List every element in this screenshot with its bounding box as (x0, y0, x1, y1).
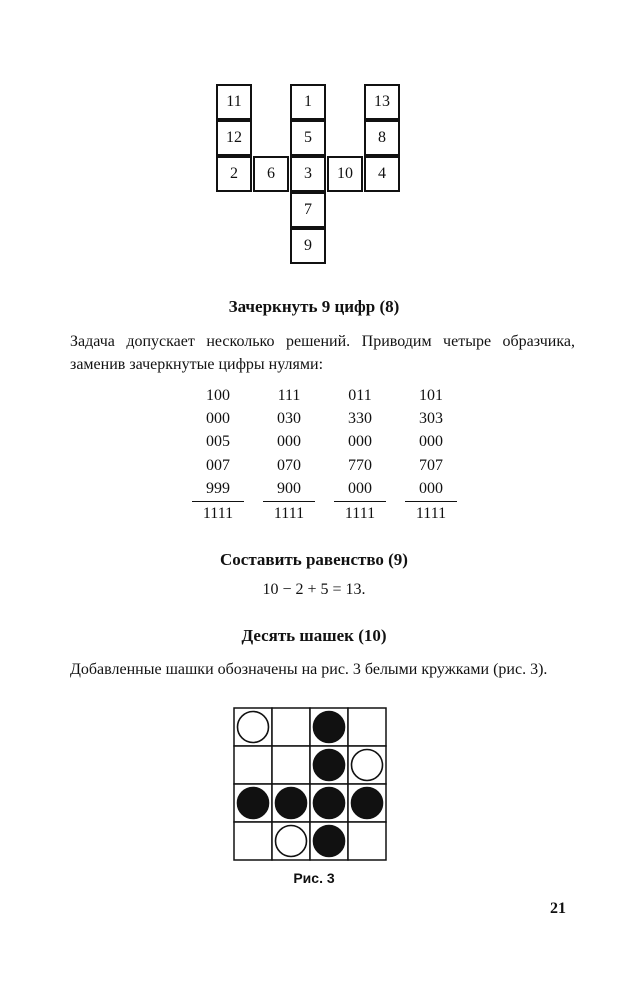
grid-cell: 1 (290, 84, 326, 120)
section-text-cross-out: Задача допускает несколько решений. Приводим четыре образчика, заменив зачеркнутые цифры нулями: (70, 333, 575, 373)
board-cell (234, 746, 272, 784)
grid-cell: 6 (253, 156, 289, 192)
number-row: 100 (206, 387, 230, 404)
sum-value: 1111 (192, 501, 244, 525)
number-row: 999 (206, 479, 230, 497)
number-row: 707 (419, 456, 443, 474)
grid-cell: 4 (364, 156, 400, 192)
grid-cell: 7 (290, 192, 326, 228)
number-row: 770 (348, 456, 372, 474)
section-title-cross-out: Зачеркнуть 9 цифр (8) (228, 297, 400, 316)
white-checker (238, 712, 269, 743)
grid-cell: 5 (290, 120, 326, 156)
number-row: 111 (277, 387, 301, 404)
section-text-checkers: Добавленные шашки обозначены на рис. 3 белыми кружками (рис. 3). (70, 661, 548, 678)
number-row: 101 (419, 387, 443, 404)
number-row: 000 (348, 433, 372, 451)
number-row: 000 (348, 479, 372, 497)
checkers-board (232, 706, 388, 862)
white-checker (352, 750, 383, 781)
board-cell (348, 822, 386, 860)
grid-cell: 8 (364, 120, 400, 156)
figure-caption: Рис. 3 (293, 870, 335, 886)
number-row: 070 (277, 456, 301, 474)
number-row: 000 (419, 479, 443, 497)
sum-value: 1111 (263, 501, 315, 525)
section-title-checkers: Десять шашек (10) (241, 626, 387, 645)
grid-cell: 3 (290, 156, 326, 192)
grid-cell: 2 (216, 156, 252, 192)
number-row: 330 (348, 410, 372, 428)
number-row: 900 (277, 479, 301, 497)
grid-cell: 9 (290, 228, 326, 264)
section-title-equation: Составить равенство (9) (220, 550, 408, 569)
board-cell (234, 822, 272, 860)
black-checker (314, 750, 345, 781)
black-checker (314, 712, 345, 743)
grid-cell: 10 (327, 156, 363, 192)
black-checker (238, 788, 269, 819)
black-checker (314, 788, 345, 819)
number-column (405, 384, 457, 525)
number-row: 000 (419, 433, 443, 451)
black-checker (314, 826, 345, 857)
board-cell (272, 708, 310, 746)
white-checker (276, 826, 307, 857)
number-row: 000 (206, 410, 230, 428)
grid-cell: 12 (216, 120, 252, 156)
number-grid-figure (0, 0, 628, 280)
grid-cell: 11 (216, 84, 252, 120)
board-cell (348, 708, 386, 746)
number-column (192, 384, 244, 525)
number-column (334, 384, 386, 525)
sum-value: 1111 (334, 501, 386, 525)
sum-value: 1111 (405, 501, 457, 525)
number-row: 007 (206, 456, 230, 474)
number-row: 005 (206, 433, 230, 451)
number-row: 303 (419, 410, 443, 428)
number-row: 011 (348, 387, 372, 404)
number-row: 030 (277, 410, 301, 428)
black-checker (352, 788, 383, 819)
number-row: 000 (277, 433, 301, 451)
grid-cell: 13 (364, 84, 400, 120)
page-number: 21 (550, 900, 566, 917)
black-checker (276, 788, 307, 819)
number-column (263, 384, 315, 525)
equation: 10 − 2 + 5 = 13. (262, 581, 366, 598)
board-cell (272, 746, 310, 784)
